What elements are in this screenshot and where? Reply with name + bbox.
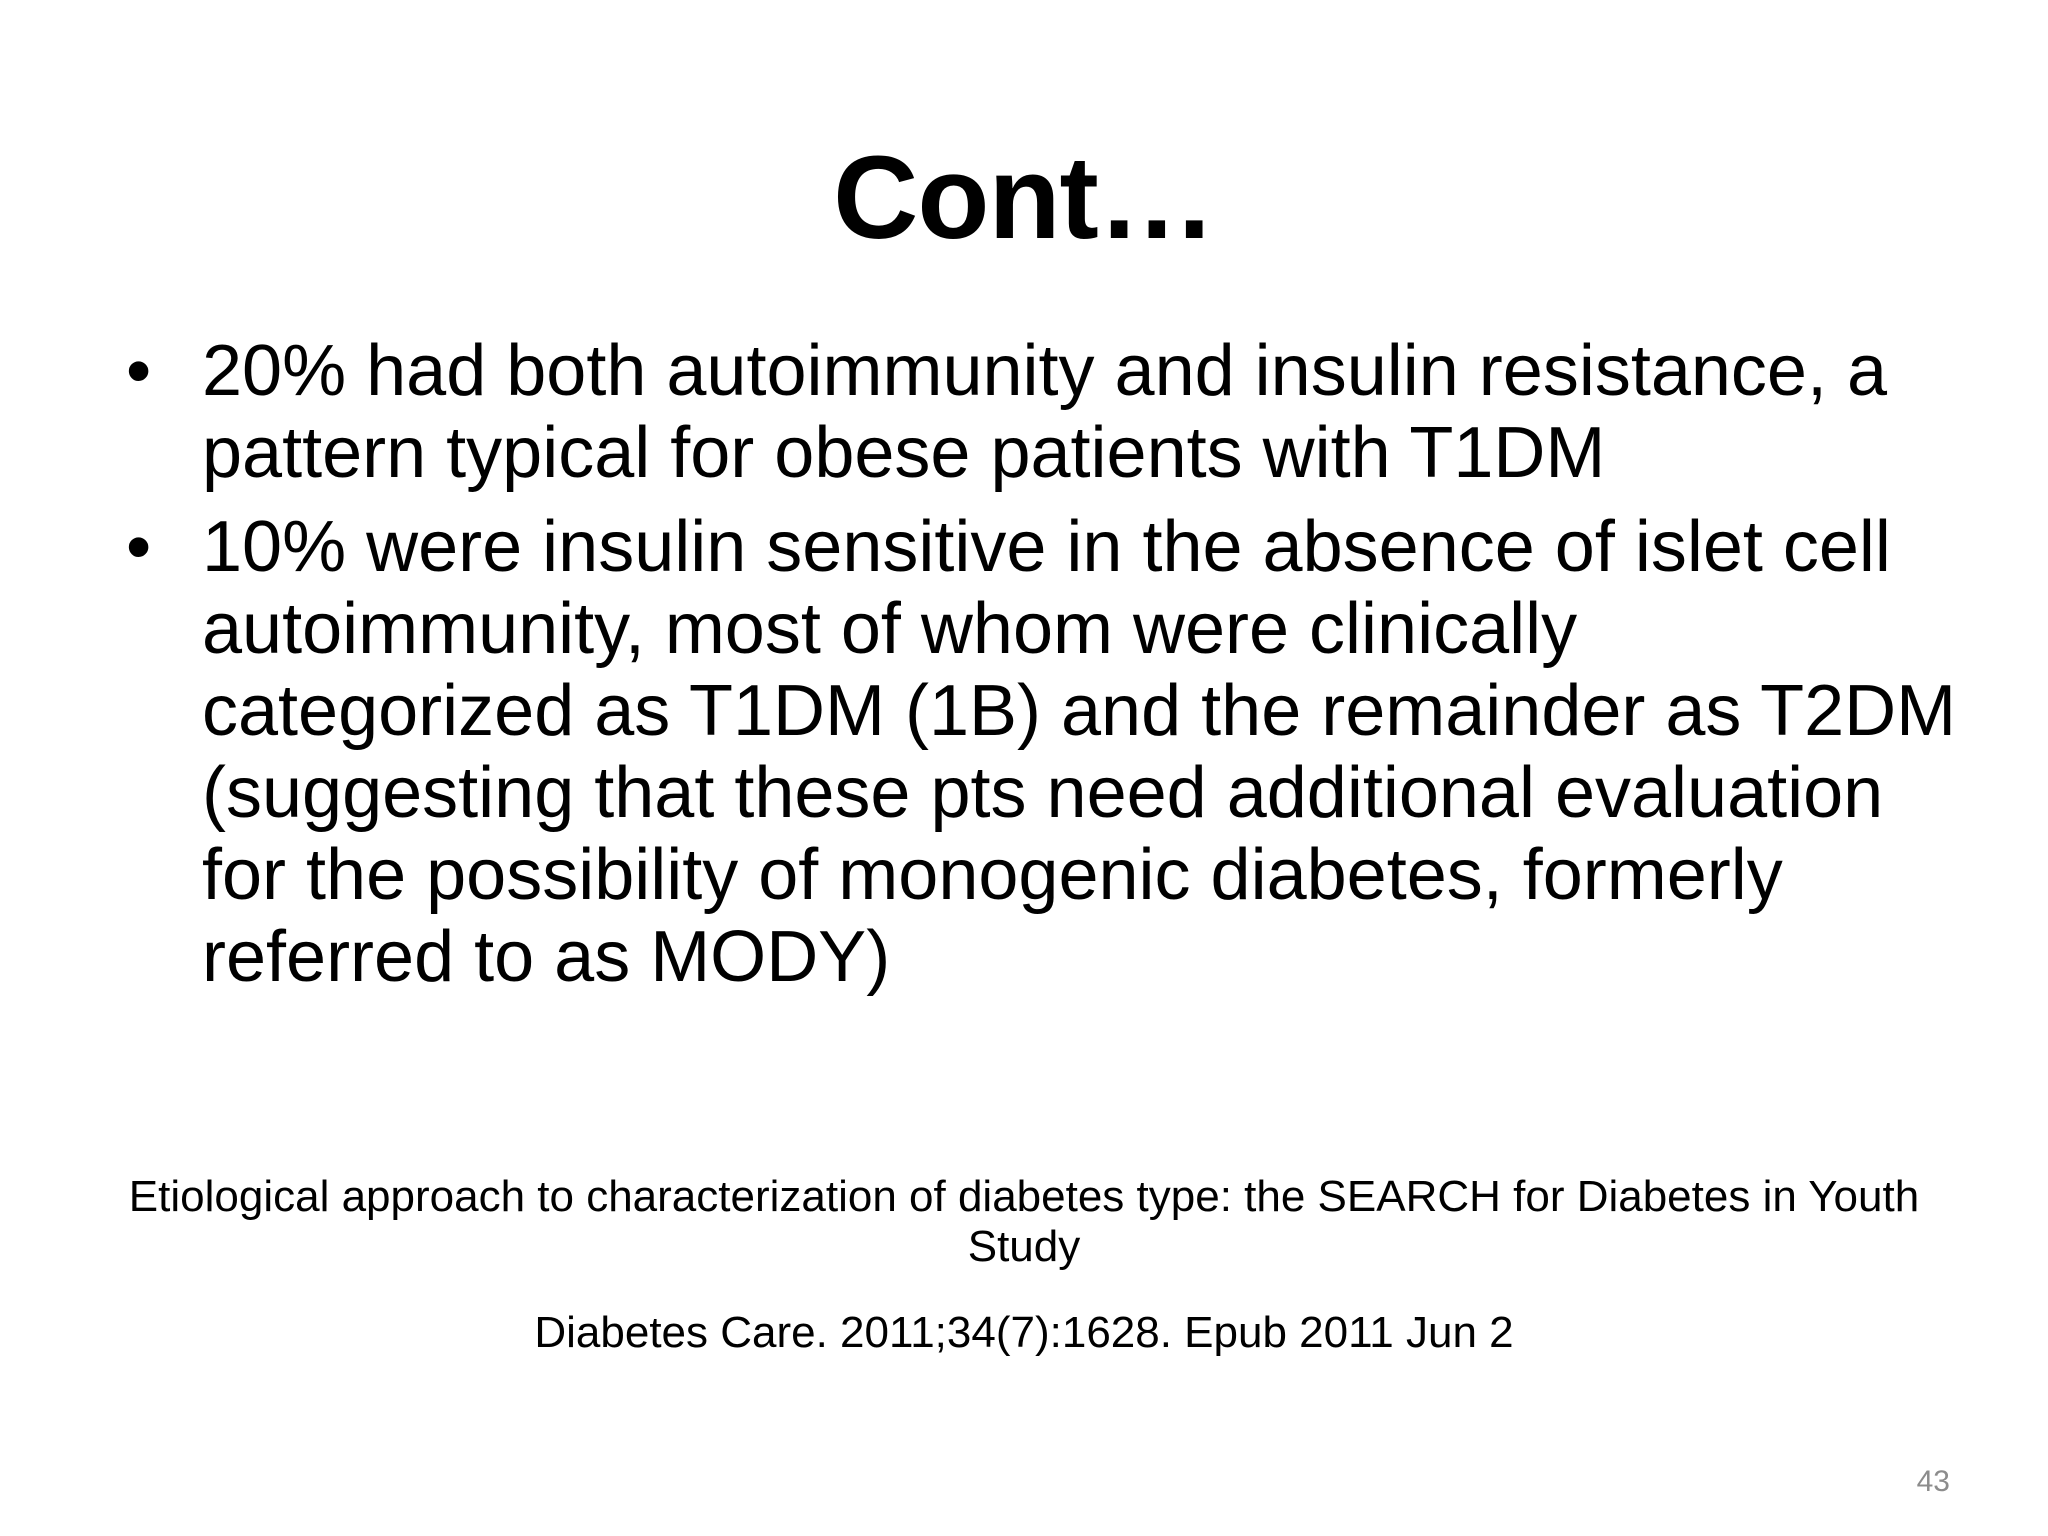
bullet-text: 20% had both autoimmunity and insulin resistance, a pattern typical for obese patients with T1DM (202, 331, 1888, 493)
bullet-marker: • (126, 331, 152, 411)
page-number: 43 (1916, 1465, 1950, 1498)
citation (120, 1172, 1928, 1358)
citation-article: Etiological approach to characterization of diabetes type: the SEARCH for Diabetes in Youth Study (128, 1172, 1920, 1271)
bullet-item (118, 506, 1958, 998)
slide-title: Cont… (833, 132, 1215, 264)
bullet-marker: • (126, 507, 152, 587)
bullet-item (118, 330, 1958, 494)
bullet-text: 10% were insulin sensitive in the absence of islet cell autoimmunity, most of whom were clinically categorized as T1DM (1B) and the remainder as T2DM (suggesting that these pts need additional evaluation for the possibility of monogenic diabetes, formerly referred to as MODY) (202, 507, 1957, 997)
citation-journal: Diabetes Care. 2011;34(7):1628. Epub 2011 Jun 2 (534, 1308, 1514, 1357)
bullet-list (118, 330, 1958, 1010)
